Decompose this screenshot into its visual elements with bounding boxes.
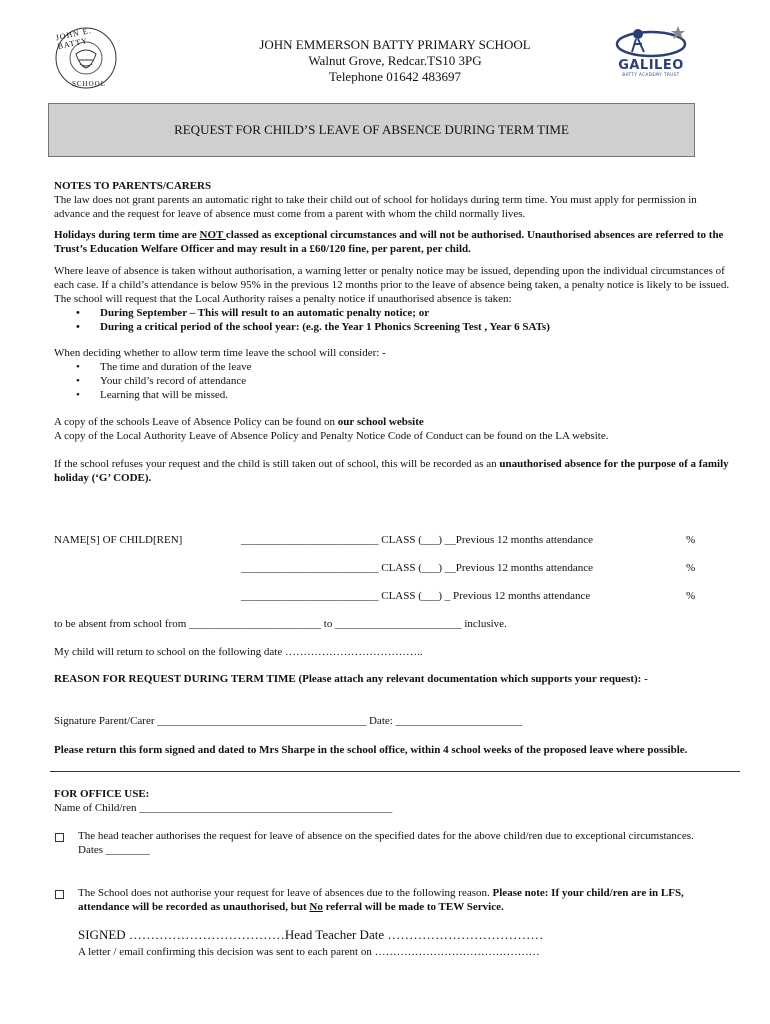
lfs-note-no: No: [309, 901, 323, 913]
authorise-text: The head teacher authorises the request for leave of absence on the specified dates for the above child/ren due to exceptional circumstances.: [78, 830, 694, 842]
notes-paragraph-holidays: [54, 228, 734, 256]
crest-text-top: JOHN E. BATTY: [54, 25, 93, 52]
holidays-not: NOT: [199, 229, 226, 241]
office-use-heading: FOR OFFICE USE:: [54, 788, 150, 800]
notes-paragraph-penalty: Where leave of absence is taken without authorisation, a warning letter or penalty notice may be issued, depending upon the individual circumstances of each case. If a child’s attendance is below 95% in the previous 12 months prior to the leave of absence being taken, a penalty notice is likely to be issued. The school will request that the Local Authority raises a penalty notice if unauthorised absence is taken:: [54, 265, 730, 305]
notes-paragraph-law: The law does not grant parents an automatic right to take their child out of school for holidays during term time. You must apply for permission in advance and the request for leave of absence must come from a parent with whom the child normally lives.: [54, 194, 697, 220]
not-authorise-checkbox[interactable]: [55, 890, 64, 899]
holidays-text-b: classed as exceptional circumstances and will not be authorised. Unauthorised absences are referred to the Trust’s Education Welfare Officer and may result in a £60/120 fine, per parent, per child.: [54, 229, 724, 255]
absence-dates-line[interactable]: to be absent from school from ________________________ to _______________________ inclusive.: [54, 618, 507, 630]
section-divider: [50, 771, 740, 772]
penalty-bullet-item: • During September – This will result to an automatic penalty notice; or: [54, 306, 734, 320]
consider-bullet-item: • Learning that will be missed.: [54, 388, 734, 402]
penalty-bullet-item: • During a critical period of the school year: (e.g. the Year 1 Phonics Screening Test , Year 6 SATs): [54, 320, 734, 334]
refusal-text-bold: unauthorised absence for the purpose of a family holiday (‘G’ CODE).: [54, 458, 729, 484]
form-title: REQUEST FOR CHILD’S LEAVE OF ABSENCE DURING TERM TIME: [174, 122, 569, 137]
school-name: JOHN EMMERSON BATTY PRIMARY SCHOOL: [259, 37, 531, 52]
child-names-label: NAME[S] OF CHILD[REN]: [54, 534, 183, 546]
lfs-note-end: referral will be made to TEW Service.: [322, 901, 504, 913]
galileo-logo-text: GALILEO: [618, 58, 684, 73]
notes-paragraph-policy: [54, 415, 734, 429]
child-row-3-percent: %: [686, 590, 696, 602]
crest-text-bottom: SCHOOL: [72, 80, 107, 88]
signature-line[interactable]: Signature Parent/Carer ______________________________________ Date: _______________________: [54, 715, 523, 727]
letter-confirmation-line[interactable]: A letter / email confirming this decision was sent to each parent on ………………………………………: [78, 946, 540, 958]
reason-heading: REASON FOR REQUEST DURING TERM TIME (Please attach any relevant documentation which supports your request): -: [54, 673, 648, 685]
holidays-text-a: Holidays during term time are: [54, 229, 200, 241]
office-name-line[interactable]: Name of Child/ren ______________________________________________: [54, 802, 393, 814]
signed-line[interactable]: SIGNED ………………………………Head Teacher Date ………………………………: [78, 927, 544, 942]
penalty-bullet-list: [54, 306, 734, 334]
return-date-line[interactable]: My child will return to school on the following date ………………………………..: [54, 646, 423, 658]
consider-bullet-item: • Your child’s record of attendance: [54, 374, 734, 388]
school-website-link[interactable]: our school website: [337, 416, 424, 428]
notes-paragraph-refusal: [54, 457, 734, 485]
authorise-option: [78, 829, 728, 857]
child-row-1-percent: %: [686, 534, 696, 546]
school-telephone: Telephone 01642 483697: [329, 69, 461, 84]
authorise-checkbox[interactable]: [55, 833, 64, 842]
notes-paragraph-consider: When deciding whether to allow term time leave the school will consider: -: [54, 347, 386, 359]
not-authorise-text: The School does not authorise your request for leave of absences due to the following reason.: [78, 887, 493, 899]
consider-bullet-item: • The time and duration of the leave: [54, 360, 734, 374]
school-header: [200, 37, 590, 85]
school-address: Walnut Grove, Redcar.TS10 3PG: [308, 53, 482, 68]
notes-heading: NOTES TO PARENTS/CARERS: [54, 180, 212, 192]
refusal-text-a: If the school refuses your request and the child is still taken out of school, this will be recorded as an: [54, 458, 500, 470]
title-box: [48, 103, 695, 157]
school-crest-logo: [46, 24, 126, 92]
notes-paragraph-la-policy: A copy of the Local Authority Leave of Absence Policy and Penalty Notice Code of Conduct can be found on the LA website.: [54, 430, 609, 442]
galileo-trust-logo: [608, 22, 694, 80]
child-row-1[interactable]: _________________________ CLASS (___) __Previous 12 months attendance: [241, 534, 593, 546]
notes-section: [54, 179, 734, 485]
not-authorise-option: [78, 886, 733, 914]
child-row-2-percent: %: [686, 562, 696, 574]
authorise-dates[interactable]: Dates ________: [78, 844, 150, 856]
lfs-note-text: Please note: If your child/ren are in LFS, attendance will be recorded as unauthorised, but: [78, 887, 684, 913]
office-use-section: [54, 787, 734, 815]
galileo-logo-graphic: [608, 22, 694, 62]
child-row-3[interactable]: _________________________ CLASS (___) _ Previous 12 months attendance: [241, 590, 591, 602]
return-instructions: Please return this form signed and dated to Mrs Sharpe in the school office, within 4 school weeks of the proposed leave where possible.: [54, 744, 688, 756]
child-row-2[interactable]: _________________________ CLASS (___) __Previous 12 months attendance: [241, 562, 593, 574]
galileo-logo-subtext: BATTY ACADEMY TRUST: [622, 72, 680, 77]
policy-text-a: A copy of the schools Leave of Absence Policy can be found on: [54, 416, 338, 428]
consider-bullet-list: [54, 360, 734, 402]
